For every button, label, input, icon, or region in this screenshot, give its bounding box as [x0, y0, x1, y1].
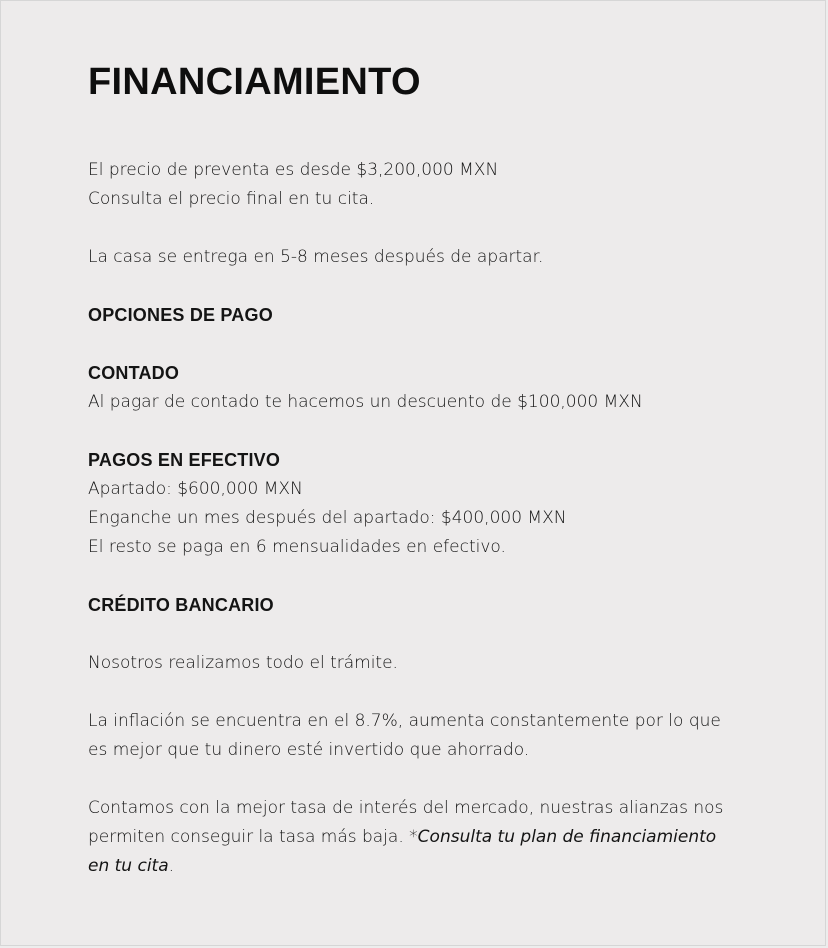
- consult-line: Consulta el precio final en tu cita.: [88, 189, 375, 209]
- contado-line: Al pagar de contado te hacemos un descuento de $100,000 MXN: [88, 392, 643, 412]
- page-title: FINANCIAMIENTO: [88, 61, 421, 103]
- efectivo-line-enganche: Enganche un mes después del apartado: $400,000 MXN: [88, 508, 567, 528]
- spacer: [88, 765, 768, 794]
- tasa-period: .: [168, 856, 175, 876]
- tasa-note-italic: Consulta tu plan de financiamiento: [417, 827, 717, 847]
- tasa-note-italic-end: en tu cita: [88, 856, 169, 876]
- efectivo-line-apartado: Apartado: $600,000 MXN: [88, 479, 303, 499]
- efectivo-heading: PAGOS EN EFECTIVO: [88, 450, 281, 470]
- inflacion-line-2: es mejor que tu dinero esté invertido que ahorrado.: [88, 740, 530, 760]
- spacer: [88, 214, 768, 243]
- inflacion-line-1: La inflación se encuentra en el 8.7%, aumenta constantemente por lo que: [88, 711, 721, 731]
- spacer: [88, 620, 768, 649]
- spacer: [88, 678, 768, 707]
- spacer: [88, 562, 768, 591]
- tasa-line-2: [88, 823, 768, 852]
- credito-tramite: Nosotros realizamos todo el trámite.: [88, 653, 398, 673]
- document-content: [88, 59, 768, 881]
- credito-heading: CRÉDITO BANCARIO: [88, 595, 274, 615]
- spacer: [88, 417, 768, 446]
- spacer: [88, 330, 768, 359]
- delivery-line: La casa se entrega en 5-8 meses después de apartar.: [88, 247, 544, 267]
- price-line: El precio de preventa es desde $3,200,000 MXN: [88, 160, 499, 180]
- tasa-line-3: [88, 852, 768, 881]
- spacer: [88, 272, 768, 301]
- tasa-line-1: Contamos con la mejor tasa de interés del mercado, nuestras alianzas nos: [88, 798, 724, 818]
- efectivo-line-resto: El resto se paga en 6 mensualidades en efectivo.: [88, 537, 506, 557]
- tasa-text: permiten conseguir la tasa más baja. *: [88, 827, 418, 847]
- spacer: [88, 105, 768, 156]
- options-heading: OPCIONES DE PAGO: [88, 305, 273, 325]
- contado-heading: CONTADO: [88, 363, 180, 383]
